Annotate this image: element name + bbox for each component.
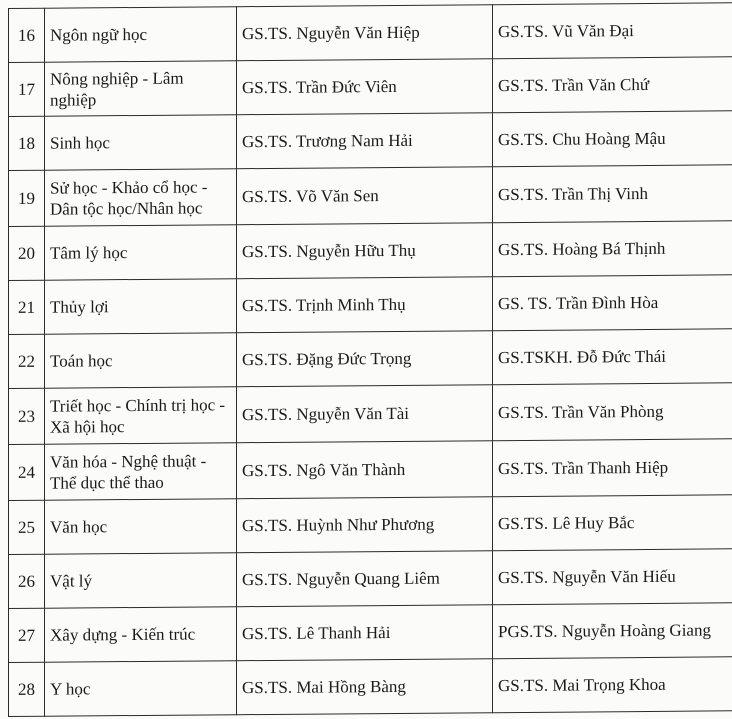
table-row	[9, 3, 732, 63]
field-name: Sử học - Khảo cổ học - Dân tộc học/Nhân học	[45, 169, 237, 227]
vice-chair-name: GS.TS. Trần Thị Vinh	[493, 165, 732, 223]
row-number: 27	[9, 608, 45, 662]
table-row	[9, 57, 732, 117]
vice-chair-name: GS.TS. Hoàng Bá Thịnh	[493, 221, 732, 277]
field-name: Văn hóa - Nghệ thuật - Thể dục thể thao	[45, 443, 237, 501]
row-number: 28	[9, 662, 45, 716]
field-name: Ngôn ngữ học	[45, 7, 237, 63]
field-name: Xây dựng - Kiến trúc	[45, 607, 237, 663]
field-name: Sinh học	[45, 115, 237, 171]
row-number: 23	[9, 388, 45, 444]
field-name: Tâm lý học	[45, 225, 237, 281]
vice-chair-name: GS.TS. Trần Văn Phòng	[493, 383, 732, 441]
council-members-table	[8, 2, 732, 717]
row-number: 26	[9, 554, 45, 608]
row-number: 22	[9, 334, 45, 388]
row-number: 17	[9, 62, 45, 116]
vice-chair-name: GS.TS. Lê Huy Bắc	[493, 495, 732, 551]
row-number: 24	[9, 444, 45, 500]
table-row	[9, 111, 732, 171]
field-name: Y học	[45, 661, 237, 717]
chair-name: GS.TS. Trịnh Minh Thụ	[237, 277, 493, 333]
chair-name: GS.TS. Trương Nam Hải	[237, 113, 493, 169]
table-row	[9, 603, 732, 663]
table-row	[9, 275, 732, 335]
table-row	[9, 221, 732, 281]
row-number: 21	[9, 280, 45, 334]
table-row	[9, 329, 732, 389]
chair-name: GS.TS. Võ Văn Sen	[237, 167, 493, 225]
chair-name: GS.TS. Huỳnh Như Phương	[237, 497, 493, 553]
table-row	[9, 549, 732, 609]
chair-name: GS.TS. Lê Thanh Hải	[237, 605, 493, 661]
table-row	[9, 657, 732, 717]
vice-chair-name: GS.TS. Chu Hoàng Mậu	[493, 111, 732, 167]
vice-chair-name: GS.TS. Trần Thanh Hiệp	[493, 439, 732, 497]
field-name: Nông nghiệp - Lâm nghiệp	[45, 61, 237, 117]
table-row	[9, 383, 732, 445]
row-number: 20	[9, 226, 45, 280]
table-row	[9, 165, 732, 227]
vice-chair-name: GS.TS. Trần Văn Chứ	[493, 57, 732, 113]
chair-name: GS.TS. Ngô Văn Thành	[237, 441, 493, 499]
vice-chair-name: PGS.TS. Nguyễn Hoàng Giang	[493, 603, 732, 659]
field-name: Triết học - Chính trị học - Xã hội học	[45, 387, 237, 445]
chair-name: GS.TS. Nguyễn Văn Hiệp	[237, 5, 493, 61]
table-row	[9, 495, 732, 555]
chair-name: GS.TS. Nguyễn Quang Liêm	[237, 551, 493, 607]
chair-name: GS.TS. Đặng Đức Trọng	[237, 331, 493, 387]
row-number: 19	[9, 170, 45, 226]
vice-chair-name: GS.TS. Nguyễn Văn Hiếu	[493, 549, 732, 605]
row-number: 16	[9, 8, 45, 62]
chair-name: GS.TS. Nguyễn Hữu Thụ	[237, 223, 493, 279]
vice-chair-name: GS.TS. Mai Trọng Khoa	[493, 657, 732, 713]
chair-name: GS.TS. Trần Đức Viên	[237, 59, 493, 115]
vice-chair-name: GS. TS. Trần Đình Hòa	[493, 275, 732, 331]
row-number: 25	[9, 500, 45, 554]
chair-name: GS.TS. Nguyễn Văn Tài	[237, 385, 493, 443]
field-name: Thủy lợi	[45, 279, 237, 335]
field-name: Văn học	[45, 499, 237, 555]
vice-chair-name: GS.TS. Vũ Văn Đại	[493, 3, 732, 59]
field-name: Toán học	[45, 333, 237, 389]
field-name: Vật lý	[45, 553, 237, 609]
chair-name: GS.TS. Mai Hồng Bàng	[237, 659, 493, 715]
table-row	[9, 439, 732, 501]
row-number: 18	[9, 116, 45, 170]
vice-chair-name: GS.TSKH. Đỗ Đức Thái	[493, 329, 732, 385]
